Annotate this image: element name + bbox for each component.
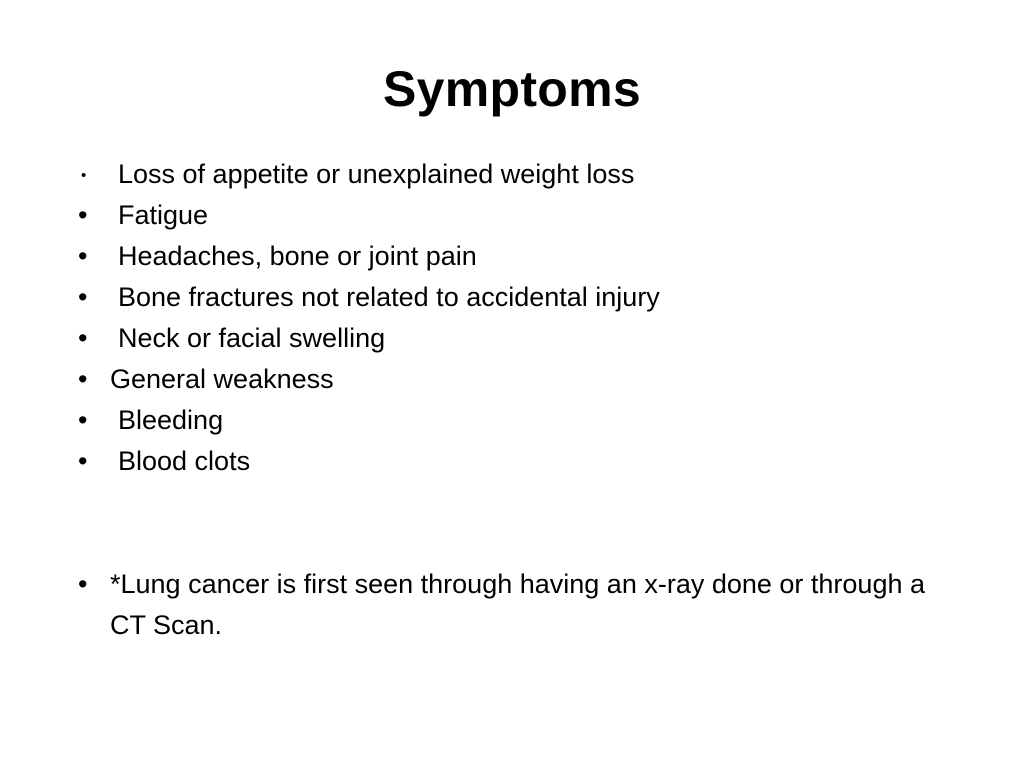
- list-item-text: Fatigue: [118, 200, 209, 230]
- list-item: [74, 236, 954, 277]
- spacer: [74, 482, 954, 564]
- list-item: [74, 359, 954, 400]
- list-item-text: Bleeding: [118, 405, 224, 435]
- list-item: [74, 154, 954, 195]
- list-item-text: Neck or facial swelling: [118, 323, 386, 353]
- list-item-text: General weakness: [110, 364, 334, 394]
- bullet-marker: •: [81, 167, 87, 184]
- bullet-marker: •: [78, 241, 88, 271]
- symptom-list: [74, 154, 954, 646]
- bullet-marker: •: [78, 569, 88, 599]
- list-item: [74, 400, 954, 441]
- bullet-marker: •: [78, 200, 88, 230]
- list-item-text: Bone fractures not related to accidental injury: [118, 282, 660, 312]
- list-item: [74, 277, 954, 318]
- note-item: [74, 564, 950, 646]
- bullet-marker: •: [78, 282, 88, 312]
- list-item-text: Blood clots: [118, 446, 251, 476]
- list-item: [74, 318, 954, 359]
- note-text: *Lung cancer is first seen through having an x-ray done or through a CT Scan.: [110, 569, 925, 640]
- list-item: [74, 195, 954, 236]
- list-item: [74, 441, 954, 482]
- list-item-text: Headaches, bone or joint pain: [118, 241, 477, 271]
- bullet-marker: •: [78, 446, 88, 476]
- bullet-marker: •: [78, 323, 88, 353]
- bullet-marker: •: [78, 364, 88, 394]
- bullet-marker: •: [78, 405, 88, 435]
- slide-title: Symptoms: [382, 61, 641, 117]
- list-item-text: Loss of appetite or unexplained weight loss: [118, 159, 635, 189]
